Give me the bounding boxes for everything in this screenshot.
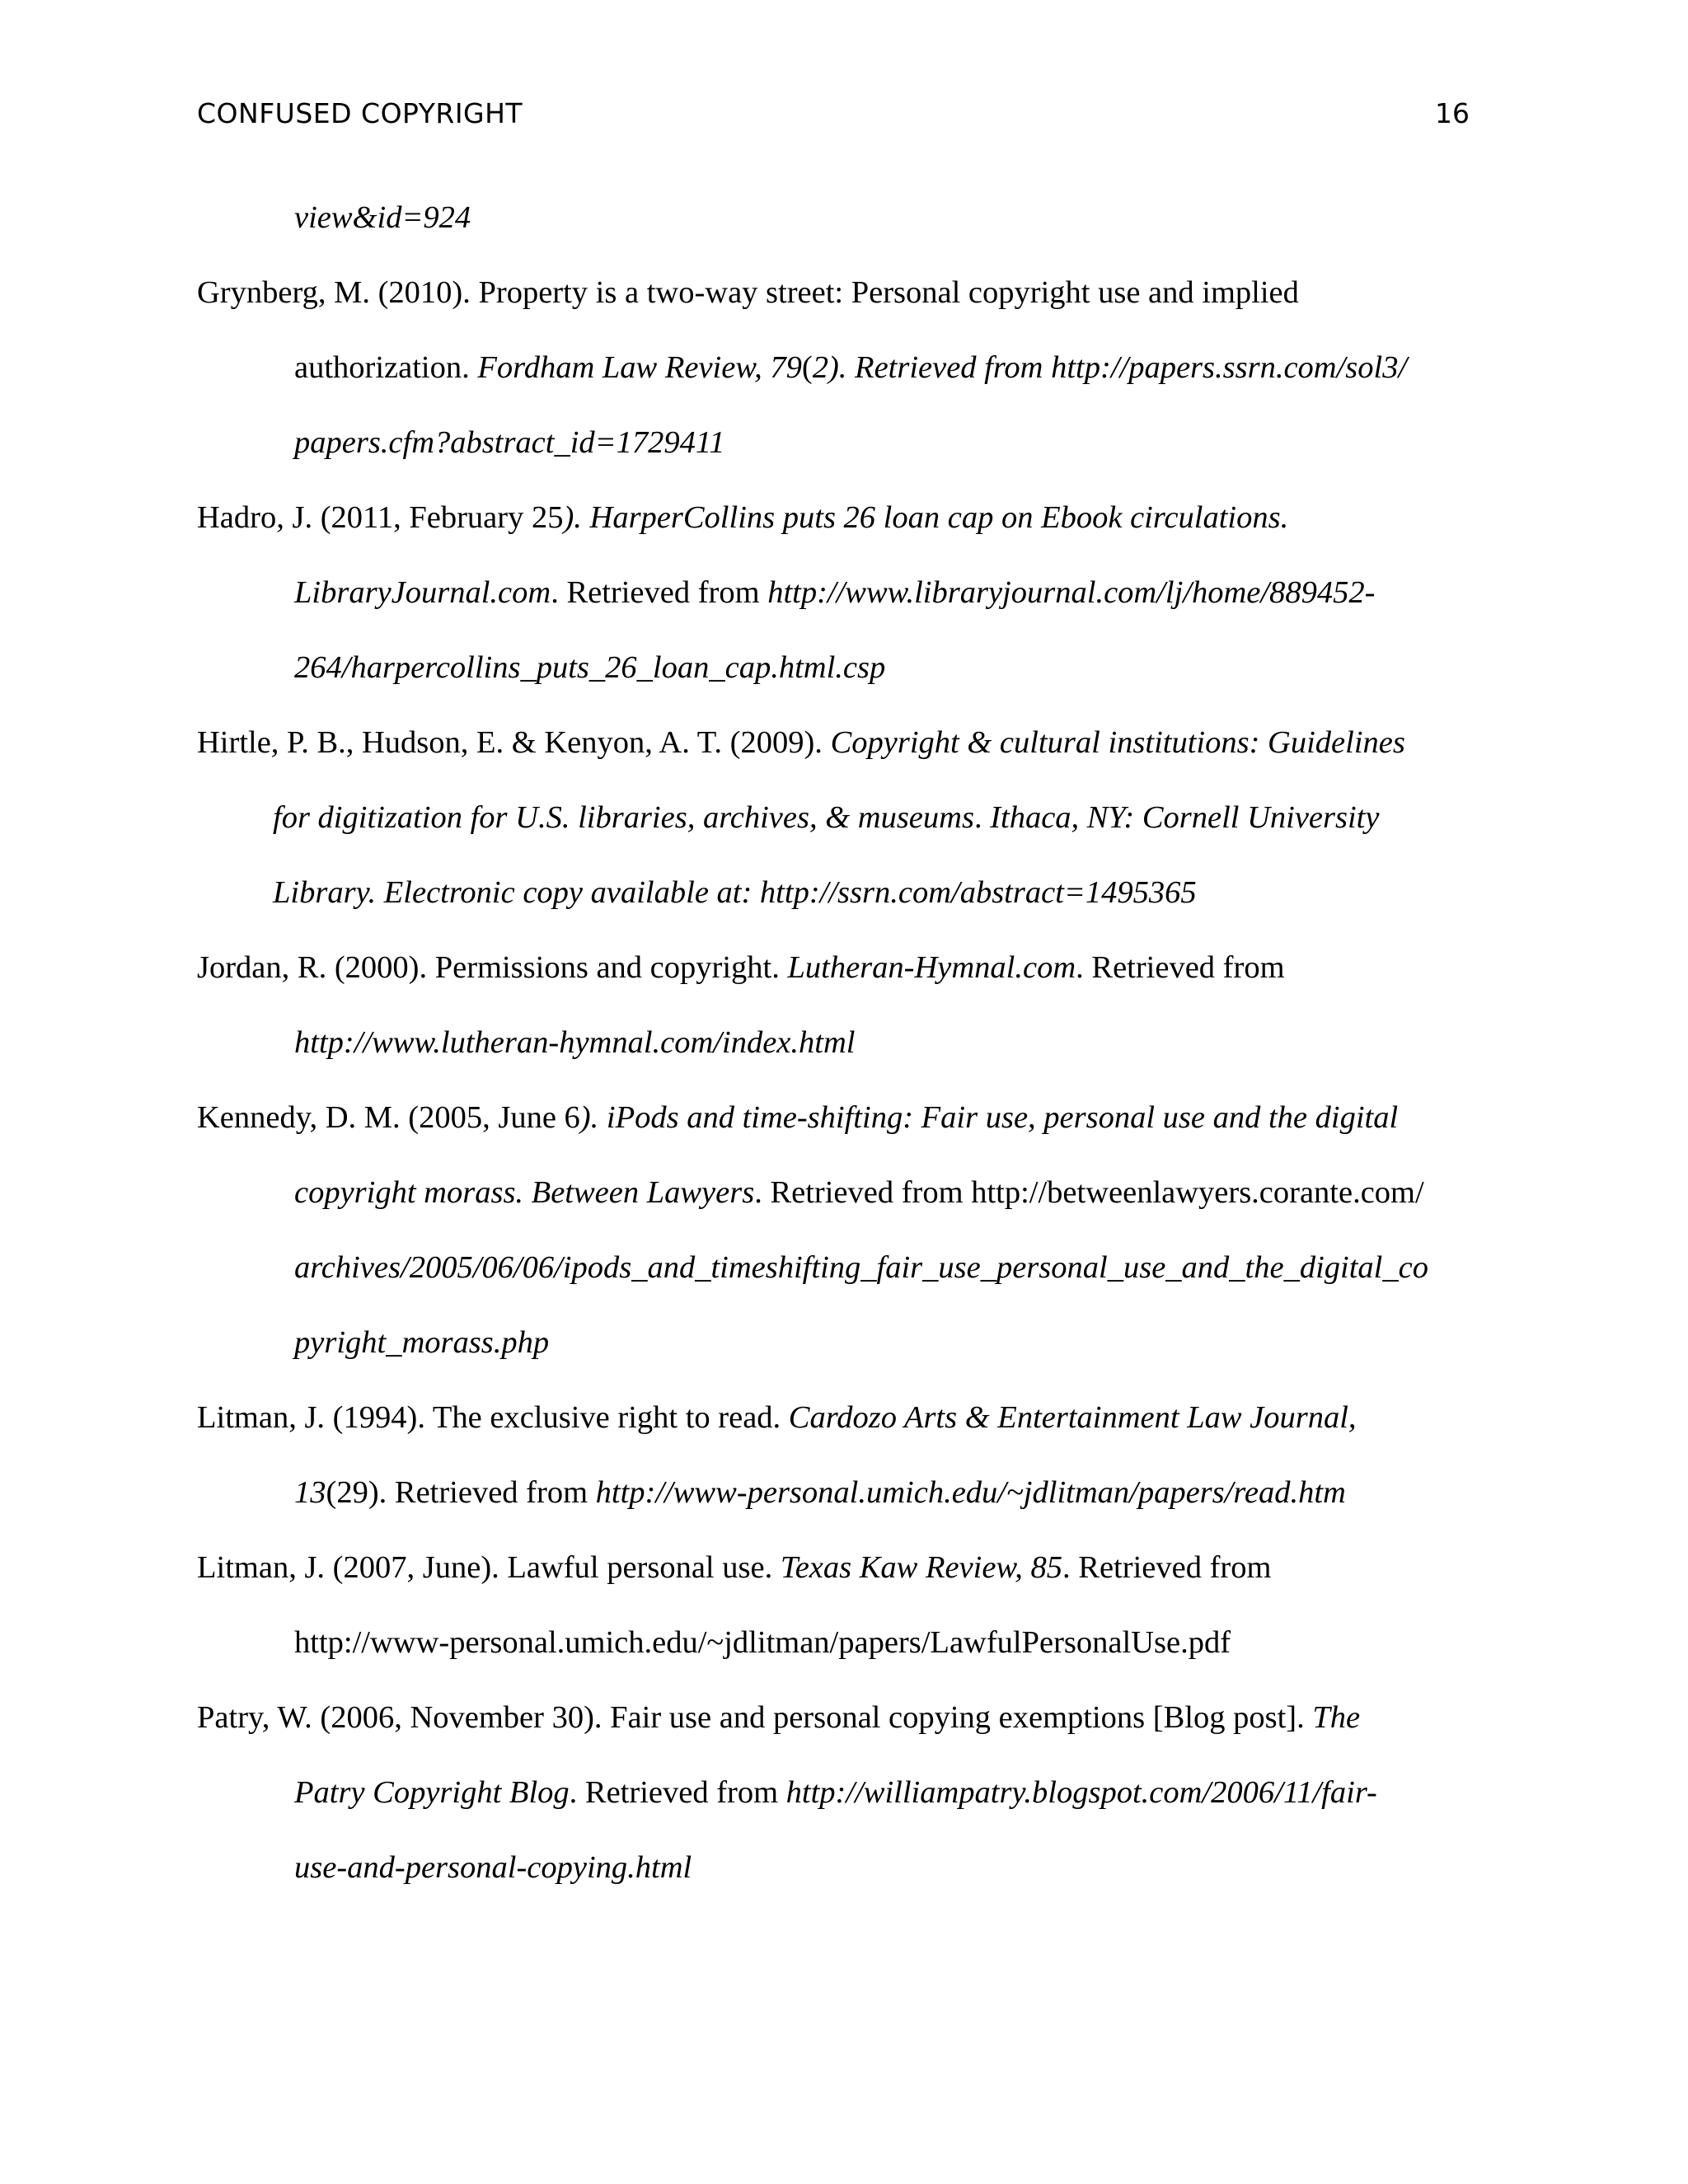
reference-text: . Retrieved from (569, 1775, 786, 1810)
reference-text: . Retrieved from (551, 575, 768, 610)
reference-text: Copyright & cultural institutions: Guidelines (830, 725, 1405, 760)
reference-text: http://williampatry.blogspot.com/2006/11/fair- (785, 1775, 1377, 1810)
reference-text: The (1312, 1700, 1361, 1735)
reference-text: . Retrieved from http://betweenlawyers.corante.com/ (754, 1175, 1424, 1210)
reference-line (294, 649, 885, 686)
reference-text: ). HarperCollins puts 26 loan cap on Ebook circulations. (563, 500, 1289, 535)
reference-text: ( (801, 350, 813, 385)
reference-text: LibraryJournal.com (294, 575, 551, 610)
reference-text: authorization. (294, 350, 478, 385)
reference-text: Litman, J. (1994). The exclusive right to read. (197, 1400, 789, 1435)
reference-line (294, 424, 725, 461)
reference-line (294, 1774, 1377, 1811)
reference-text: http://www-personal.umich.edu/~jdlitman/papers/LawfulPersonalUse.pdf (294, 1625, 1231, 1660)
reference-text: (29). Retrieved from (326, 1475, 596, 1510)
reference-line (294, 1024, 855, 1061)
reference-text: 2). Retrieved from http://papers.ssrn.com/sol3/ (812, 350, 1408, 385)
reference-text: Fordham Law Review, 79 (477, 350, 802, 385)
reference-text: Kennedy, D. M. (2005, June 6 (197, 1100, 580, 1135)
reference-text: . (973, 800, 991, 835)
reference-text: Lutheran-Hymnal.com (787, 950, 1076, 985)
reference-line (294, 1249, 1428, 1286)
reference-text: Texas Kaw Review, 85 (780, 1550, 1063, 1585)
reference-text: view&id=924 (294, 200, 471, 235)
reference-line (197, 724, 1405, 761)
reference-text: Grynberg, M. (2010). Property is a two-way street: Personal copyright use and implied (197, 275, 1299, 310)
reference-line (197, 1699, 1360, 1736)
reference-line (197, 274, 1299, 311)
reference-text: . Retrieved from (1062, 1550, 1272, 1585)
reference-text: use-and-personal-copying.html (294, 1850, 692, 1885)
reference-text: 264/harpercollins_puts_26_loan_cap.html.csp (294, 650, 886, 685)
reference-text: pyright_morass.php (294, 1325, 550, 1360)
reference-line (197, 499, 1288, 536)
reference-text: Cardozo Arts & Entertainment Law Journal, (788, 1400, 1357, 1435)
reference-line (273, 799, 1379, 836)
reference-line (197, 1099, 1398, 1136)
reference-text: ). iPods and time-shifting: Fair use, personal use and the digital (579, 1100, 1399, 1135)
reference-text: Hadro, J. (2011, February 25 (197, 500, 564, 535)
reference-line (294, 1624, 1231, 1661)
reference-text: 13 (294, 1475, 326, 1510)
reference-line (294, 1174, 1424, 1211)
reference-line (294, 1324, 549, 1361)
reference-text: papers.cfm?abstract_id=1729411 (294, 425, 725, 460)
reference-line (294, 574, 1375, 611)
reference-text: copyright morass. Between Lawyers (294, 1175, 755, 1210)
reference-line (197, 949, 1285, 986)
reference-line (197, 1549, 1271, 1586)
reference-text: archives/2005/06/06/ipods_and_timeshifting_fair_use_personal_use_and_the_digital_co (294, 1250, 1428, 1285)
reference-text: Patry Copyright Blog (294, 1775, 570, 1810)
reference-line (294, 1474, 1346, 1511)
reference-line (197, 1399, 1357, 1436)
reference-text: Ithaca, NY: Cornell University (990, 800, 1380, 835)
reference-text: for digitization for U.S. libraries, archives, & museums (273, 800, 974, 835)
page-number: 16 (1435, 97, 1470, 129)
reference-text: http://www-personal.umich.edu/~jdlitman/papers/read.htm (595, 1475, 1346, 1510)
running-head: CONFUSED COPYRIGHT (197, 97, 523, 129)
reference-line (294, 199, 471, 236)
reference-line (294, 349, 1407, 386)
reference-text: http://www.lutheran-hymnal.com/index.html (294, 1025, 856, 1060)
reference-text: Litman, J. (2007, June). Lawful personal use. (197, 1550, 781, 1585)
reference-text: Jordan, R. (2000). Permissions and copyright. (197, 950, 788, 985)
reference-text: http://www.libraryjournal.com/lj/home/889452- (767, 575, 1376, 610)
reference-line (273, 874, 1197, 911)
reference-text: . Retrieved from (1076, 950, 1285, 985)
reference-text: Hirtle, P. B., Hudson, E. & Kenyon, A. T. (2009). (197, 725, 831, 760)
reference-line (294, 1849, 692, 1886)
reference-text: Patry, W. (2006, November 30). Fair use and personal copying exemptions [Blog post]. (197, 1700, 1313, 1735)
reference-text: Library. Electronic copy available at: http://ssrn.com/abstract=1495365 (273, 875, 1197, 910)
